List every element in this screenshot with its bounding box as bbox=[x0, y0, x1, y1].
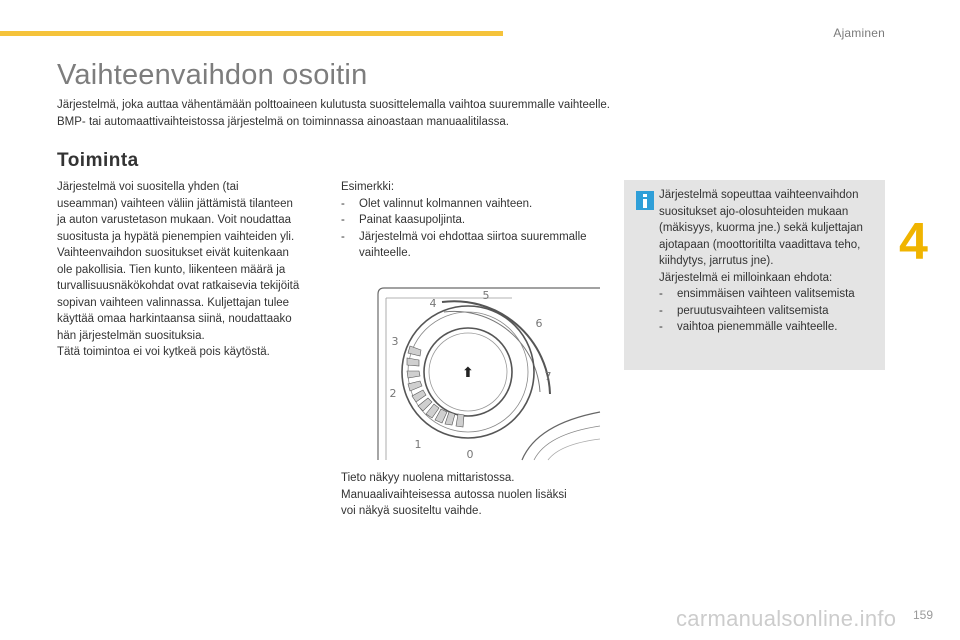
gear-shift-arrow-icon: ⬆ bbox=[462, 365, 474, 381]
info-list bbox=[659, 286, 881, 336]
info-icon bbox=[636, 191, 654, 210]
figure-caption bbox=[341, 470, 609, 520]
gauge-label: 3 bbox=[391, 335, 399, 348]
gauge-label: 2 bbox=[389, 387, 397, 400]
info-line: ajotapaan (moottoritilta vaadittava teho, bbox=[659, 238, 861, 251]
list-item: - Painat kaasupoljinta. bbox=[341, 212, 611, 229]
gauge-label: 7 bbox=[544, 370, 552, 383]
intro-text bbox=[57, 97, 610, 131]
list-item: - peruutusvaihteen valitsemista bbox=[659, 303, 881, 320]
header-accent-bar bbox=[0, 31, 503, 36]
caption-line: Manuaalivaihteisessa autossa nuolen lisäksi bbox=[341, 488, 567, 501]
info-line: (mäkisyys, kuorma jne.) sekä kuljettajan bbox=[659, 222, 863, 234]
intro-line: Järjestelmä, joka auttaa vähentämään polttoaineen kulutusta suosittelemalla vaihtoa suuremmalle vaihteelle. bbox=[57, 99, 610, 111]
gauge-label: 6 bbox=[535, 317, 543, 330]
gauge-label: 5 bbox=[482, 289, 490, 302]
watermark: carmanualsonline.info bbox=[676, 606, 897, 631]
section-name: Ajaminen bbox=[833, 26, 885, 40]
body-line: suositusta ja hypätä pienempien vaihteiden yli. bbox=[57, 230, 295, 243]
list-item: - ensimmäisen vaihteen valitsemista bbox=[659, 286, 881, 303]
gauge-label: 0 bbox=[466, 448, 474, 461]
page-number: 159 bbox=[913, 608, 934, 622]
info-subheading: Järjestelmä ei milloinkaan ehdota: bbox=[659, 271, 833, 284]
body-line: Tätä toimintoa ei voi kytkeä pois käytöstä. bbox=[57, 346, 270, 358]
section-body bbox=[57, 179, 325, 361]
body-line: ja auton varustetason mukaan. Voit noudattaa bbox=[57, 214, 291, 226]
body-line: Järjestelmä voi suositella yhden (tai bbox=[57, 181, 239, 193]
intro-line: BMP- tai automaattivaihteistossa järjestelmä on toiminnassa ainoastaan manuaalitilassa. bbox=[57, 116, 509, 128]
body-line: ole pakollisia. Tien kunto, liikenteen määrä ja bbox=[57, 263, 286, 276]
caption-line: voi näkyä suositeltu vaihde. bbox=[341, 505, 482, 517]
section-heading: Toiminta bbox=[57, 150, 139, 171]
list-item: - Olet valinnut kolmannen vaihteen. bbox=[341, 196, 611, 213]
body-line: Vaihteenvaihdon suositukset eivät kuitenkaan bbox=[57, 247, 289, 259]
gauge-label: 4 bbox=[429, 297, 437, 310]
info-text bbox=[659, 187, 881, 336]
examples-block bbox=[341, 179, 611, 262]
list-item: - Järjestelmä voi ehdottaa siirtoa suuremmalle vaihteelle. bbox=[341, 229, 611, 262]
examples-heading: Esimerkki: bbox=[341, 181, 395, 193]
caption-line: Tieto näkyy nuolena mittaristossa. bbox=[341, 472, 515, 484]
info-line: Järjestelmä sopeuttaa vaihteenvaihdon bbox=[659, 189, 859, 201]
info-line: suositukset ajo-olosuhteiden mukaan bbox=[659, 205, 849, 218]
body-line: sopivan vaihteen valinnassa. Kuljettajan tulee bbox=[57, 296, 290, 309]
body-line: useamman) vaihteen väliin jättämistä tilanteen bbox=[57, 197, 293, 210]
examples-list bbox=[341, 196, 611, 262]
body-line: käyttää omaa harkintaansa siinä, noudattaako bbox=[57, 313, 292, 325]
instrument-cluster-illustration bbox=[372, 284, 602, 464]
info-box bbox=[624, 180, 885, 370]
body-line: hän järjestelmän suosituksia. bbox=[57, 329, 205, 342]
gauge-label: 1 bbox=[414, 438, 422, 451]
info-line: kiihdytys, jarrutus jne). bbox=[659, 255, 774, 267]
body-line: turvallisuusnäkökohdat ovat ratkaisevia tekijöitä bbox=[57, 280, 300, 292]
page-title: Vaihteenvaihdon osoitin bbox=[57, 59, 368, 91]
chapter-number: 4 bbox=[899, 213, 928, 271]
list-item: - vaihtoa pienemmälle vaihteelle. bbox=[659, 319, 881, 336]
